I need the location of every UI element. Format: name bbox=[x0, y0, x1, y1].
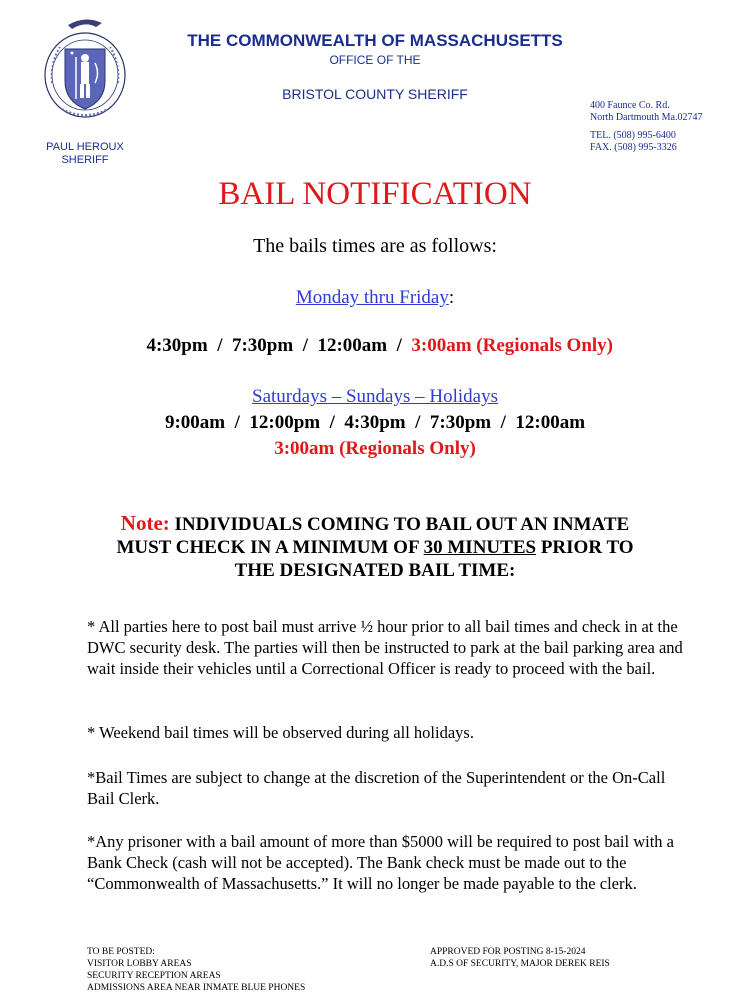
weekend-regional-time: 3:00am (Regionals Only) bbox=[274, 438, 476, 459]
note-line-2-after: PRIOR TO bbox=[536, 537, 634, 558]
approver: A.D.S OF SECURITY, MAJOR DEREK REIS bbox=[430, 959, 610, 969]
sheriff-title: SHERIFF bbox=[61, 154, 109, 166]
note-line-1 bbox=[0, 512, 750, 536]
address-line-2: North Dartmouth Ma.02747 bbox=[590, 112, 703, 123]
footer-left-line: SECURITY RECEPTION AREAS bbox=[87, 971, 221, 981]
note-line-3: THE DESIGNATED BAIL TIME: bbox=[234, 560, 516, 581]
note-block bbox=[0, 512, 750, 582]
paragraph-bank-check: *Any prisoner with a bail amount of more than $5000 will be required to post bail with a Bank Check (cash will not be accepted). The Bank check must be made out to the “Commonwealth of Massachusetts.” It will no longer be made payable to the clerk. bbox=[87, 832, 675, 893]
paragraph-subject-to-change: *Bail Times are subject to change at the discretion of the Superintendent or the On-Call Bail Clerk. bbox=[87, 768, 666, 808]
header-title: THE COMMONWEALTH OF MASSACHUSETTS bbox=[187, 31, 563, 50]
contact-block bbox=[590, 130, 740, 154]
note-emphasis: 30 MINUTES bbox=[423, 537, 537, 558]
note-line-2 bbox=[0, 536, 750, 559]
header-county: BRISTOL COUNTY SHERIFF bbox=[282, 86, 468, 102]
page-title: BAIL NOTIFICATION bbox=[218, 176, 532, 212]
weekend-heading bbox=[0, 386, 750, 408]
weekday-times bbox=[0, 313, 750, 357]
approval-date: APPROVED FOR POSTING 8-15-2024 bbox=[430, 947, 586, 957]
approval-block bbox=[430, 946, 730, 970]
footer-left-line: TO BE POSTED: bbox=[87, 947, 155, 957]
sheriff-block bbox=[30, 141, 140, 167]
fax-number: FAX. (508) 995-3326 bbox=[590, 142, 677, 153]
weekend-times: 9:00am / 12:00pm / 4:30pm / 7:30pm / 12:00am bbox=[164, 412, 586, 433]
weekday-heading bbox=[0, 287, 750, 309]
telephone-number: TEL. (508) 995-6400 bbox=[590, 130, 676, 141]
note-line-1-text: INDIVIDUALS COMING TO BAIL OUT AN INMATE bbox=[169, 514, 630, 535]
note-label: Note: bbox=[120, 511, 170, 535]
weekday-regional-time: 3:00am (Regionals Only) bbox=[411, 335, 614, 356]
paragraph-weekend: * Weekend bail times will be observed during all holidays. bbox=[87, 723, 474, 742]
posting-locations bbox=[87, 946, 407, 994]
weekday-heading-colon: : bbox=[448, 287, 455, 308]
footer-left-line: ADMISSIONS AREA NEAR INMATE BLUE PHONES bbox=[87, 983, 306, 993]
weekday-times-list: 4:30pm / 7:30pm / 12:00am / bbox=[146, 335, 412, 356]
note-line-2-before: MUST CHECK IN A MINIMUM OF bbox=[116, 537, 424, 558]
intro-text: The bails times are as follows: bbox=[253, 235, 497, 257]
weekend-heading-link[interactable]: Saturdays – Sundays – Holidays bbox=[252, 386, 498, 407]
address-block bbox=[590, 100, 740, 124]
paragraph-arrival: * All parties here to post bail must arrive ½ hour prior to all bail times and check in at the DWC security desk. The parties will then be instructed to park at the bail parking area and wait inside their vehicles until a Correctional Officer is ready to proceed with the bail. bbox=[87, 617, 683, 678]
header-office: OFFICE OF THE bbox=[329, 53, 421, 67]
massachusetts-seal-logo bbox=[40, 13, 130, 121]
footer-left-line: VISITOR LOBBY AREAS bbox=[87, 959, 192, 969]
weekday-heading-link[interactable]: Monday thru Friday bbox=[295, 287, 449, 308]
address-line-1: 400 Faunce Co. Rd. bbox=[590, 100, 670, 111]
sheriff-name: PAUL HEROUX bbox=[46, 141, 124, 153]
